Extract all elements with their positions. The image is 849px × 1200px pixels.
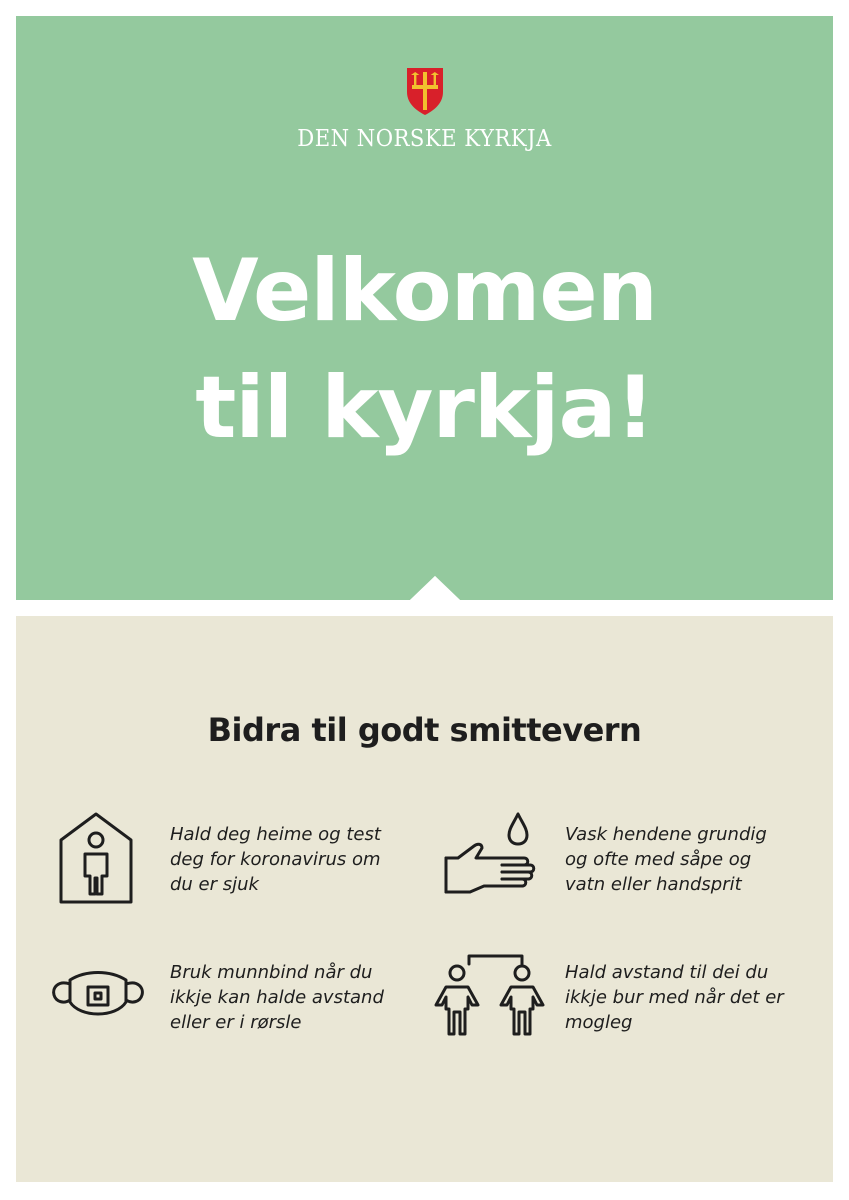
section-title: Bidra til godt smittevern (207, 711, 642, 749)
logo (0, 66, 849, 120)
tip-stay-home-text (170, 822, 410, 897)
headline-line-2: til kyrkja! (195, 358, 654, 458)
tip-line: deg for koronavirus om (170, 849, 381, 870)
tip-wash-hands-text (565, 822, 805, 897)
tip-face-mask-text (170, 960, 410, 1035)
tip-keep-distance-text (565, 960, 805, 1035)
hand-washing-drop-icon (444, 810, 540, 900)
tip-line: Vask hendene grundig (565, 824, 767, 845)
face-mask-icon (50, 968, 146, 1024)
organization-name: DEN NORSKE KYRKJA (297, 126, 552, 152)
tip-line: vatn eller handsprit (565, 874, 742, 895)
tip-line: Hald avstand til dei du (565, 962, 769, 983)
tip-line: og ofte med såpe og (565, 849, 752, 870)
tip-line: mogleg (565, 1012, 633, 1033)
person-in-house-icon (56, 810, 136, 906)
tip-line: du er sjuk (170, 874, 259, 895)
tip-line: Bruk munnbind når du (170, 962, 373, 983)
tip-line: ikkje bur med når det er (565, 987, 784, 1008)
church-shield-cross-icon (405, 66, 445, 116)
info-panel (16, 616, 833, 1182)
headline-line-1: Velkomen (192, 241, 657, 341)
distance-two-people-icon (432, 952, 548, 1038)
tip-line: Hald deg heime og test (170, 824, 381, 845)
tip-line: eller er i rørsle (170, 1012, 302, 1033)
tip-line: ikkje kan halde avstand (170, 987, 384, 1008)
